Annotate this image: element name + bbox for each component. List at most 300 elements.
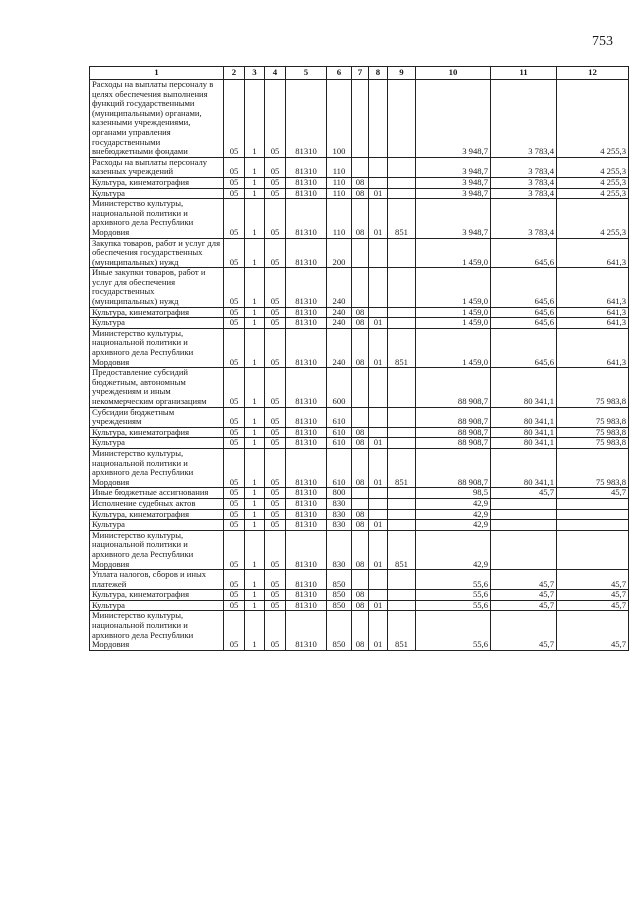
code-om-cell: 05 xyxy=(265,498,286,509)
table-row xyxy=(90,570,629,590)
code-pgp-cell: 1 xyxy=(245,238,265,268)
table-row xyxy=(90,520,629,531)
amount-year-1-cell: 55,6 xyxy=(416,590,491,601)
code-om-cell: 05 xyxy=(265,448,286,487)
code-pgp-cell: 1 xyxy=(245,448,265,487)
amount-year-3-cell: 75 983,8 xyxy=(557,438,629,449)
amount-year-1-cell: 1 459,0 xyxy=(416,238,491,268)
code-gp-cell: 05 xyxy=(224,530,245,569)
code-direction-cell: 81310 xyxy=(286,318,327,329)
table-row xyxy=(90,611,629,650)
code-expense-type-cell: 200 xyxy=(327,238,352,268)
table-row xyxy=(90,307,629,318)
code-expense-type-cell: 830 xyxy=(327,520,352,531)
item-name-cell: Культура xyxy=(90,600,224,611)
code-section-cell: 08 xyxy=(352,177,369,188)
code-om-cell: 05 xyxy=(265,188,286,199)
amount-year-2-cell xyxy=(491,509,557,520)
code-grbs-cell xyxy=(388,427,416,438)
amount-year-1-cell: 3 948,7 xyxy=(416,188,491,199)
code-expense-type-cell: 610 xyxy=(327,448,352,487)
code-section-cell: 08 xyxy=(352,188,369,199)
item-name-cell: Министерство культуры, национальной политики и архивного дела Республики Мордовия xyxy=(90,448,224,487)
amount-year-1-cell: 42,9 xyxy=(416,530,491,569)
item-name-cell: Культура, кинематография xyxy=(90,307,224,318)
code-subsection-cell xyxy=(369,590,388,601)
amount-year-2-cell: 45,7 xyxy=(491,600,557,611)
amount-year-2-cell xyxy=(491,498,557,509)
code-expense-type-cell: 800 xyxy=(327,488,352,499)
code-grbs-cell xyxy=(388,407,416,427)
code-gp-cell: 05 xyxy=(224,438,245,449)
code-direction-cell: 81310 xyxy=(286,498,327,509)
item-name-cell: Культура xyxy=(90,318,224,329)
code-grbs-cell xyxy=(388,498,416,509)
amount-year-1-cell: 55,6 xyxy=(416,611,491,650)
code-pgp-cell: 1 xyxy=(245,188,265,199)
code-om-cell: 05 xyxy=(265,488,286,499)
item-name-cell: Министерство культуры, национальной политики и архивного дела Республики Мордовия xyxy=(90,199,224,238)
code-section-cell: 08 xyxy=(352,611,369,650)
code-grbs-cell: 851 xyxy=(388,530,416,569)
code-om-cell: 05 xyxy=(265,611,286,650)
code-om-cell: 05 xyxy=(265,318,286,329)
amount-year-2-cell: 80 341,1 xyxy=(491,448,557,487)
code-section-cell: 08 xyxy=(352,509,369,520)
table-row xyxy=(90,268,629,307)
item-name-cell: Уплата налогов, сборов и иных платежей xyxy=(90,570,224,590)
amount-year-1-cell: 1 459,0 xyxy=(416,268,491,307)
code-grbs-cell xyxy=(388,307,416,318)
code-direction-cell: 81310 xyxy=(286,407,327,427)
table-row xyxy=(90,600,629,611)
amount-year-2-cell: 80 341,1 xyxy=(491,427,557,438)
code-subsection-cell xyxy=(369,80,388,158)
column-header: 6 xyxy=(327,67,352,80)
amount-year-1-cell: 3 948,7 xyxy=(416,157,491,177)
amount-year-3-cell: 641,3 xyxy=(557,268,629,307)
code-pgp-cell: 1 xyxy=(245,488,265,499)
code-pgp-cell: 1 xyxy=(245,407,265,427)
code-pgp-cell: 1 xyxy=(245,318,265,329)
code-om-cell: 05 xyxy=(265,80,286,158)
code-section-cell xyxy=(352,80,369,158)
code-direction-cell: 81310 xyxy=(286,80,327,158)
amount-year-1-cell: 3 948,7 xyxy=(416,199,491,238)
code-gp-cell: 05 xyxy=(224,509,245,520)
column-header: 4 xyxy=(265,67,286,80)
amount-year-3-cell xyxy=(557,509,629,520)
code-expense-type-cell: 830 xyxy=(327,509,352,520)
code-grbs-cell xyxy=(388,80,416,158)
code-om-cell: 05 xyxy=(265,590,286,601)
code-expense-type-cell: 240 xyxy=(327,307,352,318)
code-pgp-cell: 1 xyxy=(245,600,265,611)
item-name-cell: Расходы на выплаты персоналу казенных учреждений xyxy=(90,157,224,177)
code-om-cell: 05 xyxy=(265,307,286,318)
amount-year-2-cell: 3 783,4 xyxy=(491,188,557,199)
code-om-cell: 05 xyxy=(265,328,286,367)
code-section-cell: 08 xyxy=(352,318,369,329)
amount-year-1-cell: 3 948,7 xyxy=(416,80,491,158)
code-om-cell: 05 xyxy=(265,407,286,427)
amount-year-1-cell: 42,9 xyxy=(416,498,491,509)
code-expense-type-cell: 240 xyxy=(327,268,352,307)
amount-year-2-cell: 3 783,4 xyxy=(491,177,557,188)
code-gp-cell: 05 xyxy=(224,199,245,238)
code-pgp-cell: 1 xyxy=(245,438,265,449)
code-subsection-cell xyxy=(369,268,388,307)
amount-year-3-cell: 45,7 xyxy=(557,611,629,650)
code-gp-cell: 05 xyxy=(224,307,245,318)
code-section-cell: 08 xyxy=(352,590,369,601)
amount-year-1-cell: 55,6 xyxy=(416,570,491,590)
item-name-cell: Министерство культуры, национальной политики и архивного дела Республики Мордовия xyxy=(90,611,224,650)
code-om-cell: 05 xyxy=(265,427,286,438)
code-expense-type-cell: 850 xyxy=(327,570,352,590)
table-row xyxy=(90,488,629,499)
code-expense-type-cell: 850 xyxy=(327,611,352,650)
code-pgp-cell: 1 xyxy=(245,509,265,520)
column-header: 12 xyxy=(557,67,629,80)
amount-year-3-cell: 641,3 xyxy=(557,238,629,268)
code-grbs-cell xyxy=(388,488,416,499)
code-pgp-cell: 1 xyxy=(245,368,265,407)
code-expense-type-cell: 830 xyxy=(327,530,352,569)
code-grbs-cell xyxy=(388,177,416,188)
item-name-cell: Закупка товаров, работ и услуг для обеспечения государственных (муниципальных) нужд xyxy=(90,238,224,268)
amount-year-1-cell: 1 459,0 xyxy=(416,307,491,318)
code-grbs-cell xyxy=(388,509,416,520)
code-pgp-cell: 1 xyxy=(245,530,265,569)
code-section-cell: 08 xyxy=(352,448,369,487)
code-om-cell: 05 xyxy=(265,199,286,238)
code-subsection-cell: 01 xyxy=(369,611,388,650)
amount-year-2-cell: 645,6 xyxy=(491,307,557,318)
item-name-cell: Культура xyxy=(90,188,224,199)
amount-year-2-cell: 45,7 xyxy=(491,570,557,590)
code-gp-cell: 05 xyxy=(224,611,245,650)
code-grbs-cell xyxy=(388,520,416,531)
code-gp-cell: 05 xyxy=(224,80,245,158)
budget-table xyxy=(89,66,629,651)
code-gp-cell: 05 xyxy=(224,188,245,199)
code-direction-cell: 81310 xyxy=(286,590,327,601)
code-pgp-cell: 1 xyxy=(245,157,265,177)
column-header: 1 xyxy=(90,67,224,80)
code-grbs-cell xyxy=(388,238,416,268)
code-section-cell xyxy=(352,268,369,307)
code-gp-cell: 05 xyxy=(224,328,245,367)
code-expense-type-cell: 240 xyxy=(327,328,352,367)
code-subsection-cell: 01 xyxy=(369,530,388,569)
code-om-cell: 05 xyxy=(265,509,286,520)
column-header: 11 xyxy=(491,67,557,80)
amount-year-2-cell: 3 783,4 xyxy=(491,80,557,158)
item-name-cell: Культура, кинематография xyxy=(90,177,224,188)
amount-year-2-cell: 45,7 xyxy=(491,590,557,601)
table-row xyxy=(90,188,629,199)
code-gp-cell: 05 xyxy=(224,157,245,177)
amount-year-1-cell: 42,9 xyxy=(416,509,491,520)
table-row xyxy=(90,238,629,268)
code-section-cell: 08 xyxy=(352,328,369,367)
code-expense-type-cell: 600 xyxy=(327,368,352,407)
table-row xyxy=(90,509,629,520)
code-pgp-cell: 1 xyxy=(245,590,265,601)
table-row xyxy=(90,498,629,509)
code-section-cell xyxy=(352,157,369,177)
code-subsection-cell xyxy=(369,307,388,318)
amount-year-2-cell: 80 341,1 xyxy=(491,407,557,427)
code-subsection-cell: 01 xyxy=(369,600,388,611)
code-direction-cell: 81310 xyxy=(286,488,327,499)
table-row xyxy=(90,80,629,158)
code-direction-cell: 81310 xyxy=(286,448,327,487)
amount-year-2-cell: 645,6 xyxy=(491,318,557,329)
code-subsection-cell: 01 xyxy=(369,438,388,449)
code-direction-cell: 81310 xyxy=(286,238,327,268)
column-header: 10 xyxy=(416,67,491,80)
code-subsection-cell xyxy=(369,509,388,520)
column-header: 2 xyxy=(224,67,245,80)
code-subsection-cell: 01 xyxy=(369,318,388,329)
amount-year-2-cell: 45,7 xyxy=(491,611,557,650)
amount-year-3-cell: 45,7 xyxy=(557,600,629,611)
code-expense-type-cell: 110 xyxy=(327,157,352,177)
amount-year-3-cell: 75 983,8 xyxy=(557,407,629,427)
code-section-cell xyxy=(352,498,369,509)
amount-year-3-cell: 641,3 xyxy=(557,328,629,367)
amount-year-1-cell: 1 459,0 xyxy=(416,328,491,367)
amount-year-1-cell: 55,6 xyxy=(416,600,491,611)
code-subsection-cell: 01 xyxy=(369,448,388,487)
column-header: 3 xyxy=(245,67,265,80)
amount-year-1-cell: 98,5 xyxy=(416,488,491,499)
code-grbs-cell: 851 xyxy=(388,199,416,238)
amount-year-1-cell: 88 908,7 xyxy=(416,427,491,438)
item-name-cell: Министерство культуры, национальной политики и архивного дела Республики Мордовия xyxy=(90,328,224,367)
code-direction-cell: 81310 xyxy=(286,368,327,407)
code-section-cell: 08 xyxy=(352,199,369,238)
code-section-cell xyxy=(352,238,369,268)
code-direction-cell: 81310 xyxy=(286,611,327,650)
code-gp-cell: 05 xyxy=(224,318,245,329)
page-number: 753 xyxy=(592,34,613,49)
amount-year-3-cell: 75 983,8 xyxy=(557,448,629,487)
code-grbs-cell xyxy=(388,368,416,407)
code-gp-cell: 05 xyxy=(224,427,245,438)
amount-year-2-cell: 3 783,4 xyxy=(491,199,557,238)
code-grbs-cell xyxy=(388,318,416,329)
code-subsection-cell xyxy=(369,407,388,427)
amount-year-2-cell: 3 783,4 xyxy=(491,157,557,177)
amount-year-3-cell: 45,7 xyxy=(557,590,629,601)
code-direction-cell: 81310 xyxy=(286,600,327,611)
item-name-cell: Культура, кинематография xyxy=(90,509,224,520)
code-gp-cell: 05 xyxy=(224,570,245,590)
code-section-cell xyxy=(352,368,369,407)
code-subsection-cell xyxy=(369,427,388,438)
code-om-cell: 05 xyxy=(265,570,286,590)
code-direction-cell: 81310 xyxy=(286,427,327,438)
code-expense-type-cell: 110 xyxy=(327,177,352,188)
amount-year-3-cell: 4 255,3 xyxy=(557,80,629,158)
item-name-cell: Культура, кинематография xyxy=(90,427,224,438)
amount-year-3-cell xyxy=(557,530,629,569)
code-pgp-cell: 1 xyxy=(245,307,265,318)
code-grbs-cell xyxy=(388,590,416,601)
code-gp-cell: 05 xyxy=(224,407,245,427)
amount-year-1-cell: 88 908,7 xyxy=(416,438,491,449)
column-header: 9 xyxy=(388,67,416,80)
code-gp-cell: 05 xyxy=(224,238,245,268)
table-row xyxy=(90,318,629,329)
code-subsection-cell xyxy=(369,488,388,499)
item-name-cell: Культура, кинематография xyxy=(90,590,224,601)
table-row xyxy=(90,328,629,367)
amount-year-2-cell: 645,6 xyxy=(491,328,557,367)
code-subsection-cell: 01 xyxy=(369,520,388,531)
amount-year-2-cell xyxy=(491,530,557,569)
code-pgp-cell: 1 xyxy=(245,177,265,188)
item-name-cell: Министерство культуры, национальной политики и архивного дела Республики Мордовия xyxy=(90,530,224,569)
code-expense-type-cell: 610 xyxy=(327,407,352,427)
code-direction-cell: 81310 xyxy=(286,157,327,177)
code-subsection-cell xyxy=(369,368,388,407)
amount-year-3-cell: 4 255,3 xyxy=(557,188,629,199)
code-expense-type-cell: 830 xyxy=(327,498,352,509)
code-section-cell: 08 xyxy=(352,520,369,531)
code-grbs-cell xyxy=(388,188,416,199)
code-section-cell: 08 xyxy=(352,438,369,449)
code-pgp-cell: 1 xyxy=(245,268,265,307)
code-subsection-cell xyxy=(369,177,388,188)
code-om-cell: 05 xyxy=(265,600,286,611)
code-pgp-cell: 1 xyxy=(245,427,265,438)
amount-year-1-cell: 88 908,7 xyxy=(416,368,491,407)
table-row xyxy=(90,438,629,449)
code-direction-cell: 81310 xyxy=(286,530,327,569)
amount-year-3-cell xyxy=(557,498,629,509)
table-row xyxy=(90,157,629,177)
code-direction-cell: 81310 xyxy=(286,268,327,307)
table-row xyxy=(90,427,629,438)
code-section-cell xyxy=(352,407,369,427)
item-name-cell: Культура xyxy=(90,520,224,531)
code-section-cell: 08 xyxy=(352,530,369,569)
code-direction-cell: 81310 xyxy=(286,328,327,367)
code-grbs-cell: 851 xyxy=(388,328,416,367)
code-pgp-cell: 1 xyxy=(245,611,265,650)
item-name-cell: Иные закупки товаров, работ и услуг для обеспечения государственных (муниципальных) нужд xyxy=(90,268,224,307)
code-grbs-cell xyxy=(388,157,416,177)
code-direction-cell: 81310 xyxy=(286,520,327,531)
code-gp-cell: 05 xyxy=(224,488,245,499)
amount-year-1-cell: 42,9 xyxy=(416,520,491,531)
table-row xyxy=(90,177,629,188)
code-gp-cell: 05 xyxy=(224,448,245,487)
code-subsection-cell: 01 xyxy=(369,188,388,199)
item-name-cell: Исполнение судебных актов xyxy=(90,498,224,509)
column-header: 5 xyxy=(286,67,327,80)
amount-year-3-cell: 75 983,8 xyxy=(557,368,629,407)
code-expense-type-cell: 610 xyxy=(327,438,352,449)
amount-year-3-cell: 4 255,3 xyxy=(557,157,629,177)
amount-year-2-cell: 45,7 xyxy=(491,488,557,499)
item-name-cell: Культура xyxy=(90,438,224,449)
amount-year-1-cell: 1 459,0 xyxy=(416,318,491,329)
amount-year-3-cell: 4 255,3 xyxy=(557,199,629,238)
code-om-cell: 05 xyxy=(265,177,286,188)
code-subsection-cell: 01 xyxy=(369,199,388,238)
amount-year-3-cell: 45,7 xyxy=(557,488,629,499)
code-expense-type-cell: 100 xyxy=(327,80,352,158)
code-gp-cell: 05 xyxy=(224,498,245,509)
header-row xyxy=(90,67,629,80)
amount-year-3-cell: 641,3 xyxy=(557,307,629,318)
amount-year-2-cell: 80 341,1 xyxy=(491,368,557,407)
code-subsection-cell xyxy=(369,570,388,590)
table-row xyxy=(90,530,629,569)
code-section-cell: 08 xyxy=(352,307,369,318)
code-grbs-cell xyxy=(388,268,416,307)
column-header: 7 xyxy=(352,67,369,80)
amount-year-1-cell: 3 948,7 xyxy=(416,177,491,188)
item-name-cell: Субсидии бюджетным учреждениям xyxy=(90,407,224,427)
column-header: 8 xyxy=(369,67,388,80)
code-pgp-cell: 1 xyxy=(245,80,265,158)
code-section-cell xyxy=(352,488,369,499)
code-subsection-cell: 01 xyxy=(369,328,388,367)
code-gp-cell: 05 xyxy=(224,600,245,611)
amount-year-1-cell: 88 908,7 xyxy=(416,407,491,427)
code-pgp-cell: 1 xyxy=(245,199,265,238)
amount-year-3-cell: 4 255,3 xyxy=(557,177,629,188)
code-expense-type-cell: 850 xyxy=(327,600,352,611)
amount-year-2-cell: 645,6 xyxy=(491,238,557,268)
amount-year-2-cell xyxy=(491,520,557,531)
code-om-cell: 05 xyxy=(265,438,286,449)
table-row xyxy=(90,590,629,601)
code-subsection-cell xyxy=(369,498,388,509)
amount-year-3-cell xyxy=(557,520,629,531)
code-pgp-cell: 1 xyxy=(245,498,265,509)
code-direction-cell: 81310 xyxy=(286,177,327,188)
amount-year-3-cell: 641,3 xyxy=(557,318,629,329)
amount-year-2-cell: 645,6 xyxy=(491,268,557,307)
code-gp-cell: 05 xyxy=(224,268,245,307)
item-name-cell: Расходы на выплаты персоналу в целях обеспечения выполнения функций государственными (муниципальными) органами, казенными учреждениями, органами управления государственными внебюджетными фондами xyxy=(90,80,224,158)
code-om-cell: 05 xyxy=(265,520,286,531)
code-grbs-cell xyxy=(388,438,416,449)
code-direction-cell: 81310 xyxy=(286,570,327,590)
code-direction-cell: 81310 xyxy=(286,199,327,238)
code-expense-type-cell: 240 xyxy=(327,318,352,329)
code-section-cell: 08 xyxy=(352,600,369,611)
code-direction-cell: 81310 xyxy=(286,307,327,318)
code-om-cell: 05 xyxy=(265,368,286,407)
code-subsection-cell xyxy=(369,238,388,268)
code-section-cell xyxy=(352,570,369,590)
table-body xyxy=(90,80,629,651)
item-name-cell: Иные бюджетные ассигнования xyxy=(90,488,224,499)
code-om-cell: 05 xyxy=(265,268,286,307)
table-row xyxy=(90,407,629,427)
code-gp-cell: 05 xyxy=(224,520,245,531)
code-expense-type-cell: 110 xyxy=(327,199,352,238)
code-pgp-cell: 1 xyxy=(245,570,265,590)
